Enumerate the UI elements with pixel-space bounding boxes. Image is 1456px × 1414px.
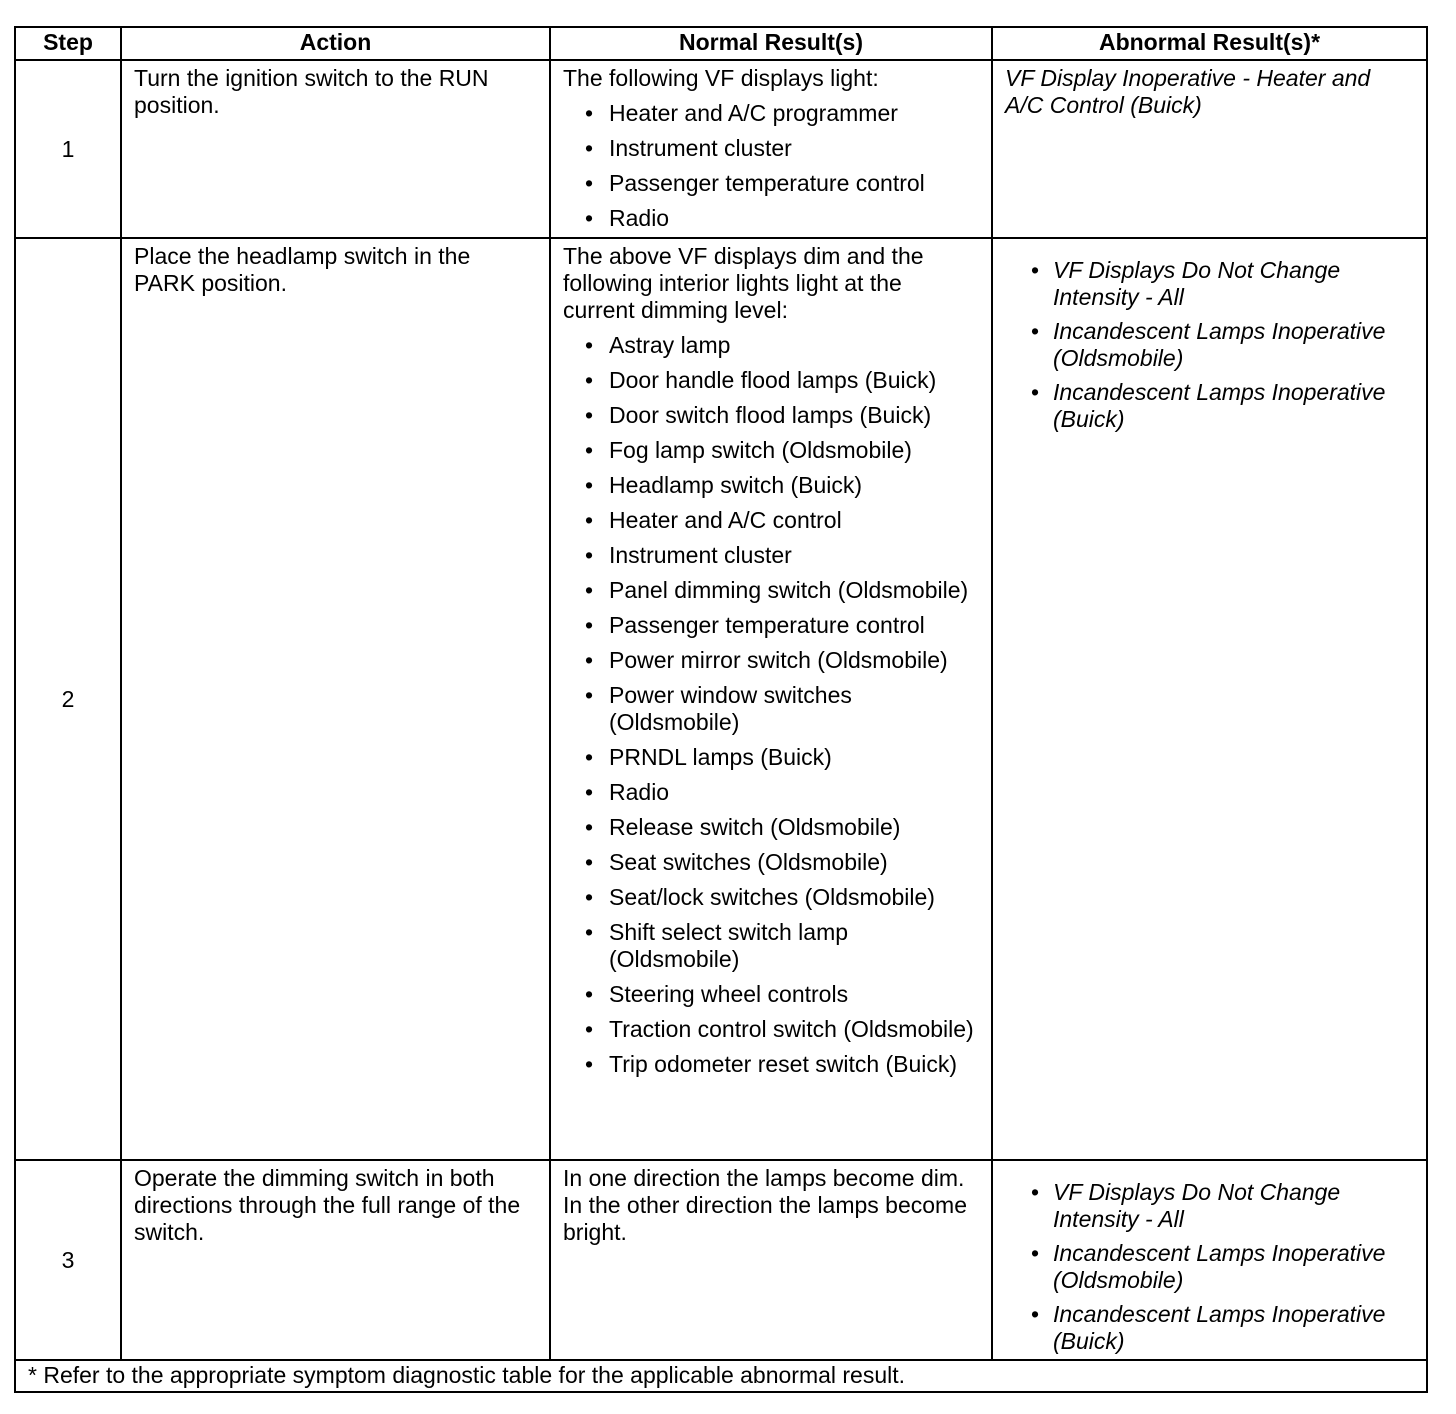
list-item: • Passenger temperature control	[563, 170, 979, 197]
abnormal-result-list	[1005, 257, 1414, 433]
list-item: • Incandescent Lamps Inoperative (Oldsmobile)	[1005, 318, 1414, 372]
list-item: • Radio	[563, 779, 979, 806]
footnote-row	[15, 1360, 1427, 1392]
abnormal-result-cell	[992, 1160, 1427, 1360]
step-number: 1	[15, 60, 121, 238]
header-abnormal-results: Abnormal Result(s)*	[992, 27, 1427, 60]
list-item: • Fog lamp switch (Oldsmobile)	[563, 437, 979, 464]
normal-result-cell	[550, 238, 992, 1160]
list-item: • Incandescent Lamps Inoperative (Buick)	[1005, 379, 1414, 433]
list-item: • Door handle flood lamps (Buick)	[563, 367, 979, 394]
list-item: • Incandescent Lamps Inoperative (Buick)	[1005, 1301, 1414, 1355]
normal-result-cell	[550, 1160, 992, 1360]
normal-result-intro: The following VF displays light:	[563, 65, 879, 91]
list-item: • VF Displays Do Not Change Intensity - All	[1005, 257, 1414, 311]
list-item: • Instrument cluster	[563, 542, 979, 569]
step-number: 3	[15, 1160, 121, 1360]
table-row	[15, 238, 1427, 1160]
header-row	[15, 27, 1427, 60]
list-item: • Radio	[563, 205, 979, 232]
list-item: • Traction control switch (Oldsmobile)	[563, 1016, 979, 1043]
table-row	[15, 1160, 1427, 1360]
list-item: • Heater and A/C programmer	[563, 100, 979, 127]
footnote: * Refer to the appropriate symptom diagnostic table for the applicable abnormal result.	[15, 1360, 1427, 1392]
header-step: Step	[15, 27, 121, 60]
list-item: • Release switch (Oldsmobile)	[563, 814, 979, 841]
list-item: • Panel dimming switch (Oldsmobile)	[563, 577, 979, 604]
list-item: • Incandescent Lamps Inoperative (Oldsmobile)	[1005, 1240, 1414, 1294]
header-normal-results: Normal Result(s)	[550, 27, 992, 60]
abnormal-result-cell	[992, 60, 1427, 238]
list-item: • Power mirror switch (Oldsmobile)	[563, 647, 979, 674]
list-item: • Headlamp switch (Buick)	[563, 472, 979, 499]
abnormal-result-cell	[992, 238, 1427, 1160]
abnormal-result-list	[1005, 1179, 1414, 1355]
list-item: • Power window switches (Oldsmobile)	[563, 682, 979, 736]
list-item: • Door switch flood lamps (Buick)	[563, 402, 979, 429]
normal-result-cell	[550, 60, 992, 238]
list-item: • VF Displays Do Not Change Intensity - All	[1005, 1179, 1414, 1233]
table-row	[15, 60, 1427, 238]
action-cell: Operate the dimming switch in both directions through the full range of the switch.	[121, 1160, 550, 1360]
list-item: • Passenger temperature control	[563, 612, 979, 639]
list-item: • PRNDL lamps (Buick)	[563, 744, 979, 771]
normal-result-list	[563, 332, 979, 1078]
list-item: • Steering wheel controls	[563, 981, 979, 1008]
normal-result-text: In one direction the lamps become dim. In the other direction the lamps become bright.	[563, 1165, 968, 1245]
step-number: 2	[15, 238, 121, 1160]
action-cell: Place the headlamp switch in the PARK position.	[121, 238, 550, 1160]
normal-result-list	[563, 100, 979, 232]
normal-result-intro: The above VF displays dim and the following interior lights light at the current dimming level:	[563, 243, 924, 323]
list-item: • Seat switches (Oldsmobile)	[563, 849, 979, 876]
list-item: • Instrument cluster	[563, 135, 979, 162]
action-cell: Turn the ignition switch to the RUN position.	[121, 60, 550, 238]
list-item: • Trip odometer reset switch (Buick)	[563, 1051, 979, 1078]
diagnostic-table	[14, 26, 1428, 1393]
header-action: Action	[121, 27, 550, 60]
list-item: • Astray lamp	[563, 332, 979, 359]
list-item: • Seat/lock switches (Oldsmobile)	[563, 884, 979, 911]
abnormal-result-text: VF Display Inoperative - Heater and A/C Control (Buick)	[1005, 65, 1371, 118]
list-item: • Shift select switch lamp (Oldsmobile)	[563, 919, 979, 973]
list-item: • Heater and A/C control	[563, 507, 979, 534]
